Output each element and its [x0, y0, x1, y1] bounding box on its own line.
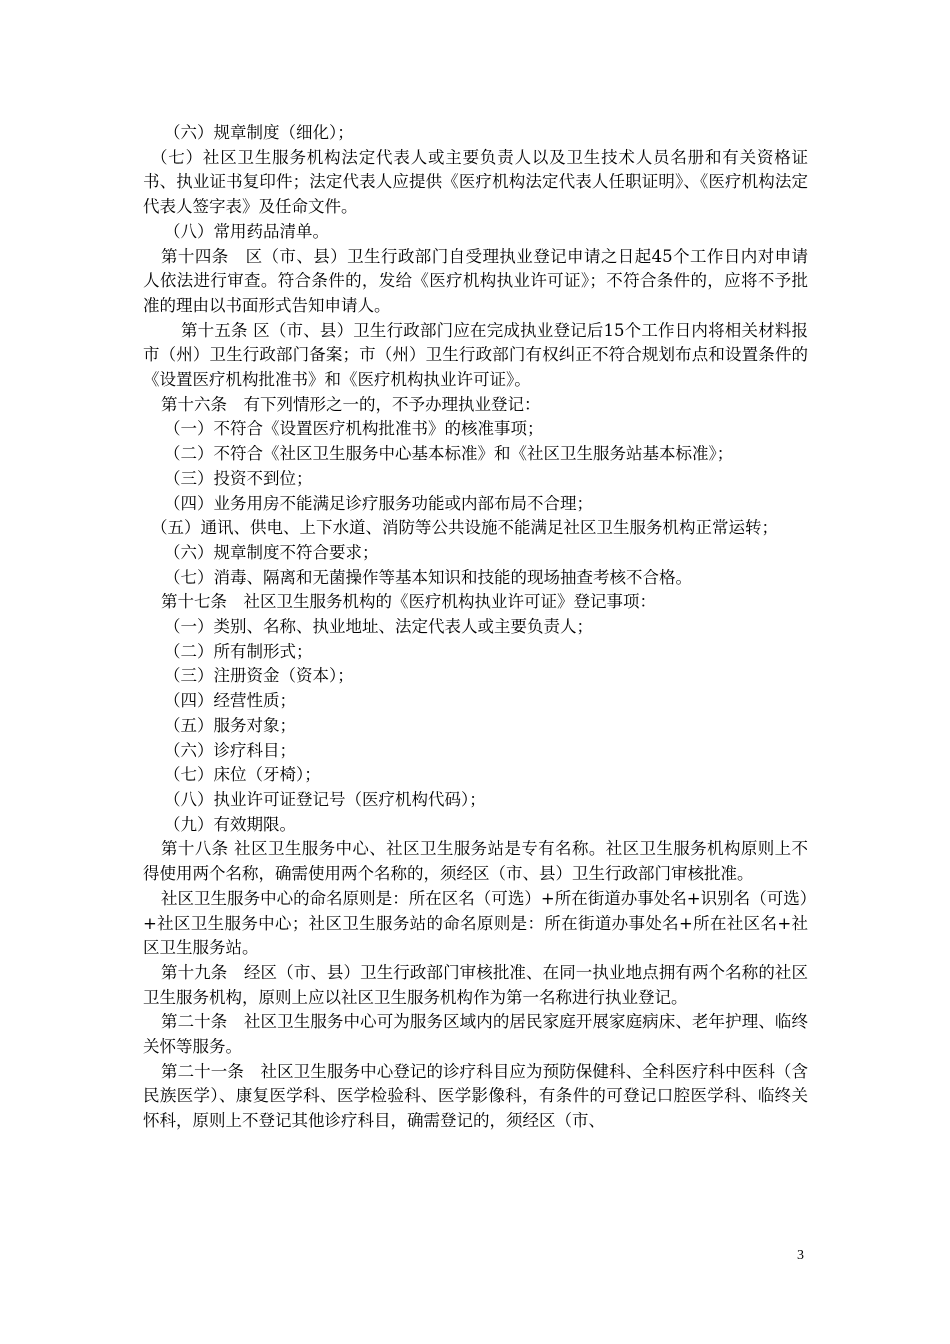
paragraph: （六）规章制度不符合要求； — [164, 542, 379, 562]
paragraph: 第十四条 区（市、县）卫生行政部门自受理执业登记申请之日起45个工作日内对申请人依法进行审查。符合条件的，发给《医疗机构执业许可证》；不符合条件的，应将不予批准的理由以书面形式告知申请人。 — [143, 246, 808, 315]
paragraph: 第十八条 社区卫生服务中心、社区卫生服务站是专有名称。社区卫生服务机构原则上不得使用两个名称，确需使用两个名称的，须经区（市、县）卫生行政部门审核批准。 — [143, 839, 808, 884]
paragraph: （六）诊疗科目； — [164, 740, 296, 760]
paragraph: （五）通讯、供电、上下水道、消防等公共设施不能满足社区卫生服务机构正常运转； — [151, 518, 778, 538]
paragraph: 第十五条 区（市、县）卫生行政部门应在完成执业登记后15个工作日内将相关材料报市（州）卫生行政部门备案；市（州）卫生行政部门有权纠正不符合规划布点和设置条件的《设置医疗机构批准书》和《医疗机构执业许可证》。 — [143, 320, 808, 390]
paragraph: （七）消毒、隔离和无菌操作等基本知识和技能的现场抽查考核不合格。 — [164, 567, 692, 587]
paragraph: （八）常用药品清单。 — [164, 221, 329, 241]
paragraph: （五）服务对象； — [164, 715, 296, 735]
paragraph: （二）不符合《社区卫生服务中心基本标准》和《社区卫生服务站基本标准》； — [164, 444, 734, 464]
paragraph: 第十九条 经区（市、县）卫生行政部门审核批准、在同一执业地点拥有两个名称的社区卫生服务机构，原则上应以社区卫生服务机构作为第一名称进行执业登记。 — [143, 962, 808, 1007]
paragraph: （四）经营性质； — [164, 691, 296, 711]
paragraph: （一）不符合《设置医疗机构批准书》的核准事项； — [164, 419, 544, 439]
paragraph: （三）投资不到位； — [164, 468, 313, 488]
document-body — [143, 121, 808, 1134]
paragraph: （八）执业许可证登记号（医疗机构代码）； — [164, 789, 486, 809]
paragraph: （七）社区卫生服务机构法定代表人或主要负责人以及卫生技术人员名册和有关资格证书、执业证书复印件；法定代表人应提供《医疗机构法定代表人任职证明》、《医疗机构法定代表人签字表》及任命文件。 — [143, 147, 808, 217]
paragraph: （一）类别、名称、执业地址、法定代表人或主要负责人； — [164, 617, 593, 637]
paragraph: （二）所有制形式； — [164, 641, 313, 661]
paragraph: 第二十一条 社区卫生服务中心登记的诊疗科目应为预防保健科、全科医疗科中医科（含民族医学）、康复医学科、医学检验科、医学影像科，有条件的可登记口腔医学科、临终关怀科，原则上不登记其他诊疗科目，确需登记的，须经区（市、 — [143, 1061, 808, 1131]
paragraph: （四）业务用房不能满足诊疗服务功能或内部布局不合理； — [164, 493, 593, 513]
page-number: 3 — [797, 1248, 804, 1263]
paragraph: 第十七条 社区卫生服务机构的《医疗机构执业许可证》登记事项： — [161, 592, 656, 612]
paragraph: （九）有效期限。 — [164, 814, 296, 834]
paragraph: （六）规章制度（细化）； — [164, 123, 354, 142]
paragraph: 第二十条 社区卫生服务中心可为服务区域内的居民家庭开展家庭病床、老年护理、临终关怀等服务。 — [143, 1012, 808, 1057]
paragraph: （三）注册资金（资本）； — [164, 666, 354, 686]
paragraph: 社区卫生服务中心的命名原则是：所在区名（可选）+所在街道办事处名+识别名（可选）+社区卫生服务中心；社区卫生服务站的命名原则是：所在街道办事处名+所在社区名+社区卫生服务站。 — [143, 888, 808, 958]
paragraph: （七）床位（牙椅）； — [164, 765, 321, 785]
paragraph: 第十六条 有下列情形之一的，不予办理执业登记： — [161, 394, 541, 414]
